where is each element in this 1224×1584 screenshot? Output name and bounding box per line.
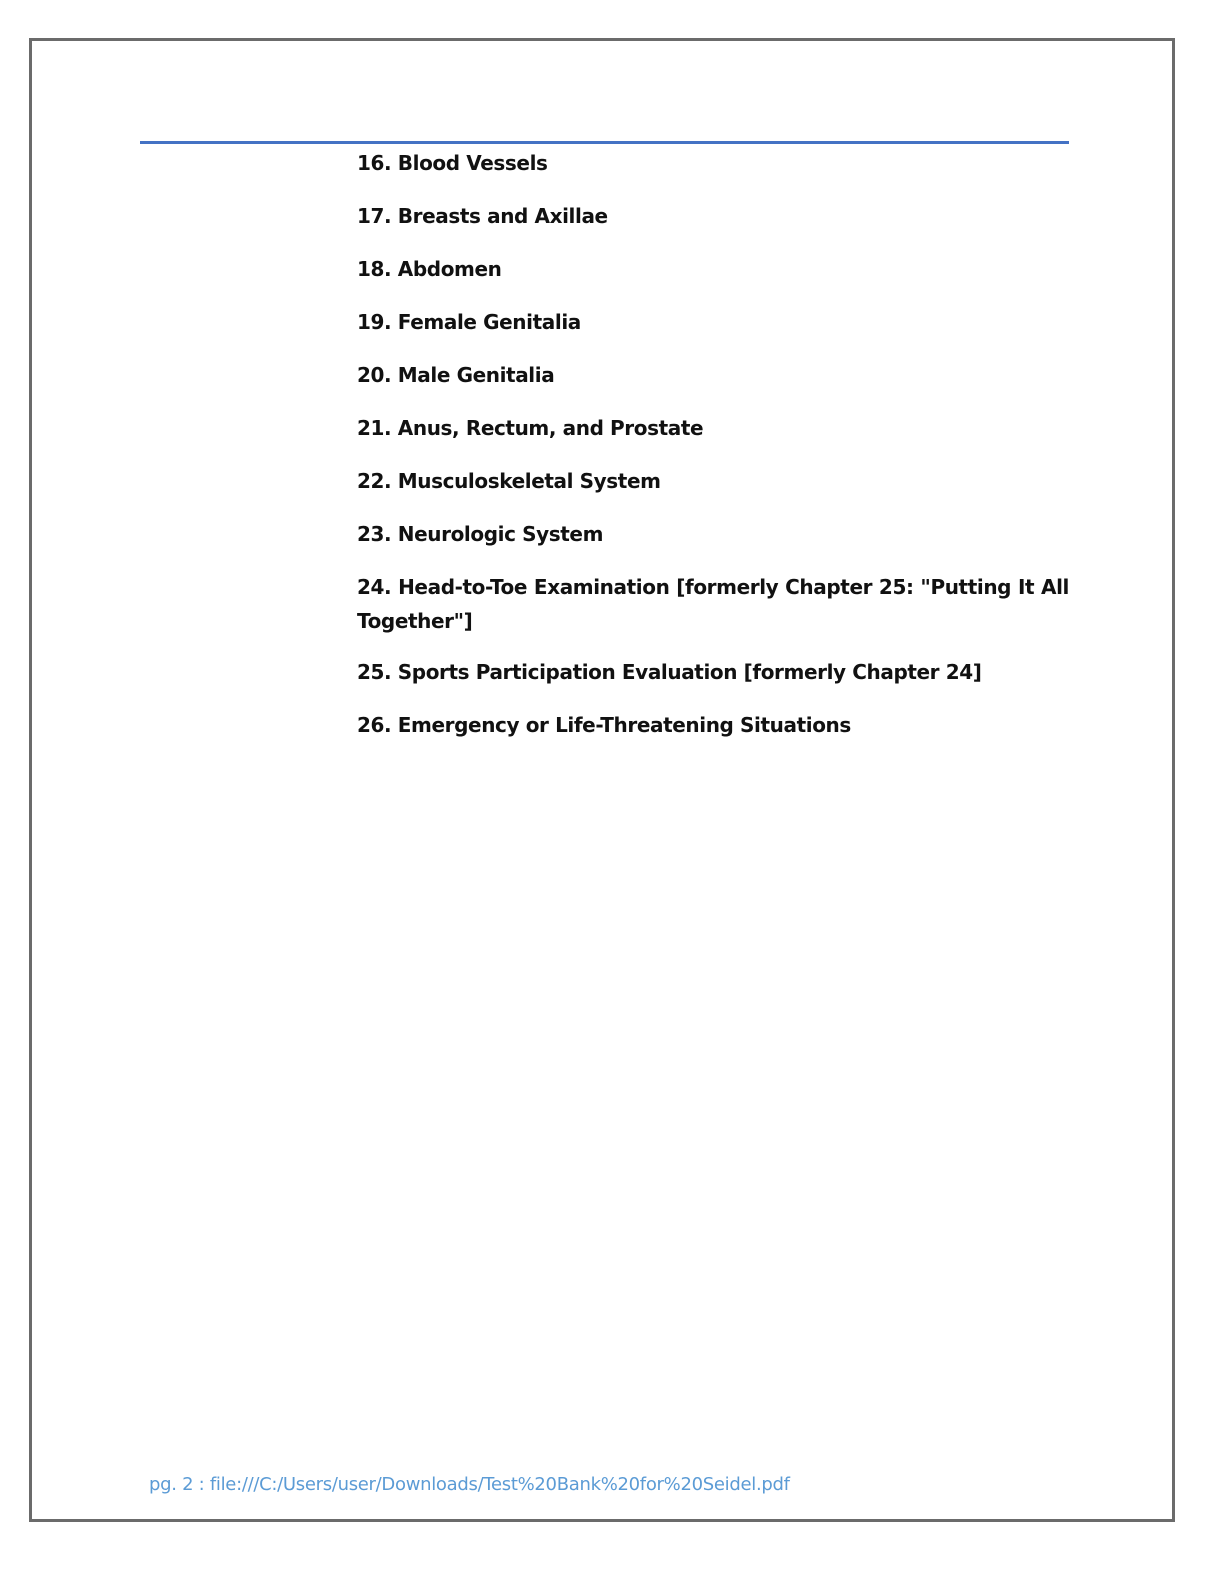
toc-item-23: 23. Neurologic System	[357, 522, 604, 546]
toc-item-17: 17. Breasts and Axillae	[357, 204, 608, 228]
toc-item-19: 19. Female Genitalia	[357, 310, 581, 334]
toc-item-26: 26. Emergency or Life-Threatening Situations	[357, 713, 851, 737]
toc-item-22: 22. Musculoskeletal System	[357, 469, 661, 493]
toc-item-20: 20. Male Genitalia	[357, 363, 555, 387]
toc-item-25: 25. Sports Participation Evaluation [formerly Chapter 24]	[357, 660, 982, 684]
page-footer: pg. 2 : file:///C:/Users/user/Downloads/Test%20Bank%20for%20Seidel.pdf	[149, 1474, 790, 1495]
header-rule	[140, 141, 1069, 144]
table-of-contents	[357, 146, 1069, 761]
toc-item-21: 21. Anus, Rectum, and Prostate	[357, 416, 704, 440]
toc-item-18: 18. Abdomen	[357, 257, 502, 281]
toc-item-24: 24. Head-to-Toe Examination [formerly Chapter 25: "Putting It All Together"]	[357, 575, 1069, 633]
toc-item-16: 16. Blood Vessels	[357, 151, 548, 175]
